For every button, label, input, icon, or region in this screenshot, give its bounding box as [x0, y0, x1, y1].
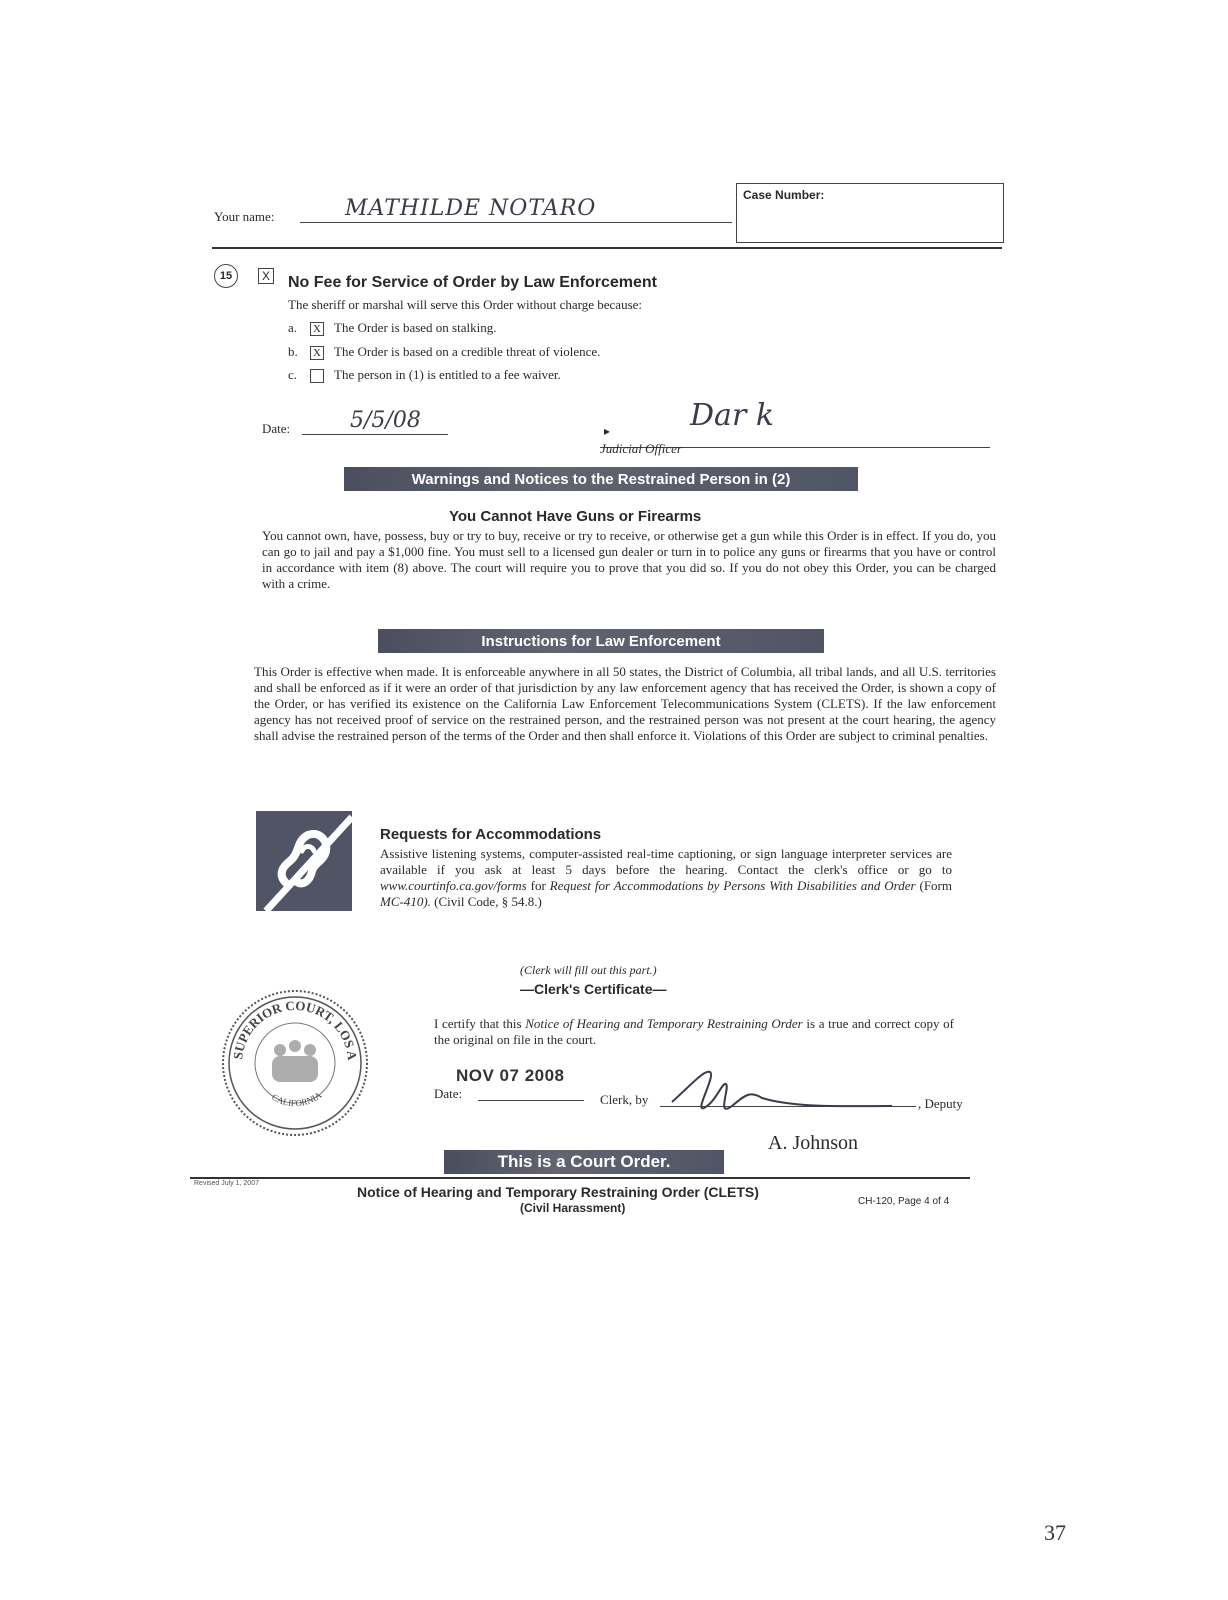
- item15-title: No Fee for Service of Order by Law Enforcement: [288, 274, 657, 291]
- court-seal: [220, 988, 370, 1138]
- law-enforcement-text: This Order is effective when made. It is enforceable anywhere in all 50 states, the District of Columbia, all tribal lands, and all U.S. territories and shall be enforced as if it were an order of that jurisdiction by any law enforcement agency that has received the Order, is shown a copy of the Order, or has verified its existence on the California Law Enforcement Telecommunications System (CLETS). If the law enforcement agency has not received proof of service on the restrained person, and the restrained person was not present at the court hearing, the agency shall advise the restrained person of the terms of the Order and then shall enforce it. Violations of this Order are subject to criminal penalties.: [254, 664, 996, 743]
- accommodations-text: [380, 846, 952, 910]
- footer-form-id: CH-120, Page 4 of 4: [858, 1196, 950, 1207]
- clerk-certification-text: [434, 1016, 954, 1048]
- hearing-assistance-icon: [256, 811, 352, 911]
- option-b-checkbox[interactable]: X: [310, 346, 324, 360]
- svg-text:CALIFORNIA: [270, 1090, 324, 1109]
- your-name-line: [300, 222, 732, 223]
- your-name-label: Your name:: [214, 209, 275, 224]
- deputy-name: A. Johnson: [768, 1132, 859, 1154]
- item15-intro: The sheriff or marshal will serve this Order without charge because:: [288, 297, 643, 312]
- option-letter: c.: [288, 367, 298, 382]
- clerk-note: (Clerk will fill out this part.): [520, 963, 657, 977]
- footer-rule: [190, 1177, 970, 1179]
- item15-date-line: [302, 434, 448, 435]
- guns-subtitle: You Cannot Have Guns or Firearms: [449, 508, 702, 525]
- item15-option-c: [288, 367, 561, 383]
- accommodations-text-1: Assistive listening systems, computer-assisted real-time captioning, or sign language interpreter services are available if you ask at least 5 days before the hearing. Contact the clerk's office or go to: [380, 846, 952, 877]
- option-letter: b.: [288, 344, 298, 359]
- cert-doc-title: Notice of Hearing and Temporary Restraining Order: [525, 1016, 803, 1031]
- accommodations-form-title: Request for Accommodations by Persons With Disabilities and Order: [549, 878, 916, 893]
- case-number-label: Case Number:: [743, 188, 825, 202]
- seal-bottom-text: CALIFORNIA: [270, 1089, 324, 1109]
- header-rule: [212, 247, 1002, 249]
- item15-checkbox[interactable]: X: [258, 268, 274, 284]
- item-number-15: 15: [214, 264, 238, 288]
- guns-warning-text: You cannot own, have, possess, buy or try to buy, receive or try to receive, or otherwise get a gun while this Order is in effect. If you do, you can go to jail and pay a $1,000 fine. You must sell to a licensed gun dealer or turn in to police any guns or firearms that you have or control in accordance with item (8) above. The court will require you to prove that you did so. If you do not obey this Order, you can be charged with a crime.: [262, 528, 996, 591]
- signature-arrow-icon: ▸: [604, 424, 611, 438]
- court-order-banner: This is a Court Order.: [444, 1150, 724, 1174]
- accommodations-text-4: (Civil Code, § 54.8.): [430, 894, 542, 909]
- clerk-date-line: [478, 1100, 584, 1101]
- cert-text-2: is a true and correct copy of the original on file in the court.: [434, 1016, 954, 1047]
- accommodations-text-3: (Form: [915, 878, 952, 893]
- accommodations-text-2: for: [526, 878, 550, 893]
- cert-text-1: I certify that this: [434, 1016, 526, 1031]
- clerk-date-stamp: NOV 07 2008: [456, 1066, 565, 1085]
- clerk-certificate-title: —Clerk's Certificate—: [520, 981, 667, 997]
- revised-date: Revised July 1, 2007: [194, 1180, 259, 1187]
- case-number-box[interactable]: [736, 183, 1004, 243]
- option-text: The Order is based on a credible threat of violence.: [334, 344, 601, 359]
- clerk-date-label: Date:: [434, 1086, 463, 1101]
- clerk-signature-mark[interactable]: [664, 1062, 894, 1129]
- option-a-checkbox[interactable]: X: [310, 322, 324, 336]
- clerk-by-label: Clerk, by: [600, 1092, 649, 1107]
- judicial-signature[interactable]: Dar k: [690, 398, 774, 433]
- accommodations-form-number: MC-410).: [380, 894, 431, 909]
- seal-top-text: SUPERIOR COURT, LOS A: [230, 997, 361, 1062]
- option-c-checkbox[interactable]: [310, 369, 324, 383]
- warnings-banner: Warnings and Notices to the Restrained Person in (2): [344, 467, 858, 491]
- law-enforcement-banner: Instructions for Law Enforcement: [378, 629, 824, 653]
- item15-option-a: [288, 320, 496, 336]
- option-letter: a.: [288, 320, 298, 335]
- courtinfo-link[interactable]: www.courtinfo.ca.gov/forms: [380, 878, 527, 893]
- accommodations-title: Requests for Accommodations: [380, 826, 602, 843]
- option-text: The person in (1) is entitled to a fee waiver.: [334, 367, 561, 382]
- judicial-officer-label: Judicial Officer: [600, 441, 682, 456]
- item15-date-value[interactable]: 5/5/08: [350, 408, 421, 433]
- item15-date-label: Date:: [262, 421, 291, 436]
- your-name-value[interactable]: MATHILDE NOTARO: [345, 196, 597, 221]
- item15-option-b: [288, 344, 600, 360]
- deputy-label: , Deputy: [918, 1096, 963, 1111]
- page-number: 37: [1044, 1520, 1066, 1545]
- option-text: The Order is based on stalking.: [334, 320, 497, 335]
- footer-form-title: Notice of Hearing and Temporary Restraining Order (CLETS): [357, 1184, 759, 1200]
- footer-form-subtitle: (Civil Harassment): [520, 1201, 626, 1215]
